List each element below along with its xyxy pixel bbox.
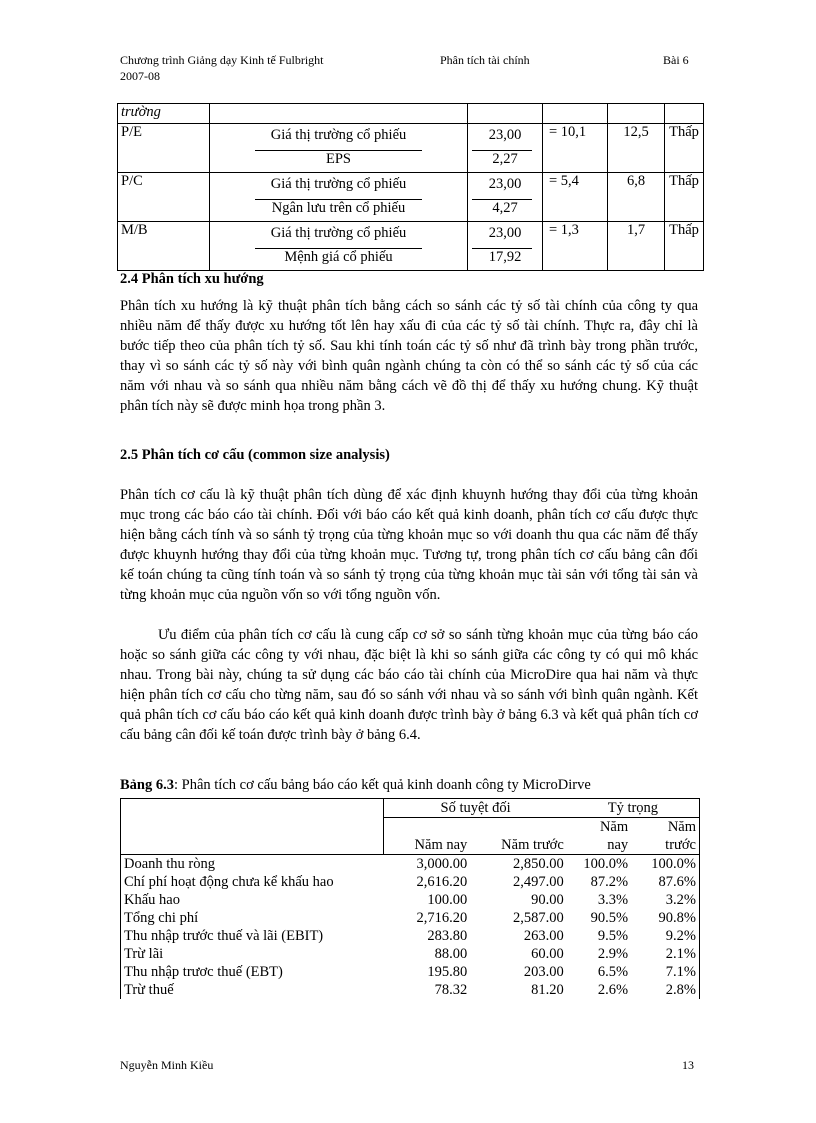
row-ratio-last: 9.2% <box>631 927 699 945</box>
table-row <box>121 873 700 891</box>
row-label: Trừ thuế <box>121 981 384 999</box>
row-last-year: 60.00 <box>531 946 564 962</box>
ratio-denominator: Ngân lưu trên cổ phiếu <box>271 200 406 216</box>
ratio-name: P/C <box>118 173 210 222</box>
row-this-year: 283.80 <box>427 928 468 944</box>
col-ratio-last-bottom: trước <box>631 836 699 855</box>
row-ratio-this: 6.5% <box>597 964 629 980</box>
row-ratio-last: 87.6% <box>631 873 699 891</box>
table-row <box>121 909 700 927</box>
table-row <box>121 927 700 945</box>
ratio-industry: 1,7 <box>608 222 665 271</box>
row-ratio-last: 3.2% <box>631 891 699 909</box>
common-size-table <box>120 798 700 999</box>
ratio-result: = 1,3 <box>543 222 608 271</box>
section-heading: 2.5 Phân tích cơ cấu (common size analysis) <box>120 447 390 463</box>
ratio-numerator: Giá thị trường cổ phiếu <box>270 225 407 241</box>
table-row <box>121 891 700 909</box>
ratio-den-value: 2,27 <box>492 151 518 167</box>
row-ratio-last: 90.8% <box>631 909 699 927</box>
table-row <box>121 963 700 981</box>
row-ratio-this: 100.0% <box>583 856 629 872</box>
header-year: 2007-08 <box>120 69 160 83</box>
row-last-year: 2,497.00 <box>513 874 564 890</box>
row-ratio-this: 2.6% <box>597 982 629 998</box>
table-row <box>118 104 704 124</box>
ratio-comparison: Thấp <box>665 124 704 173</box>
paragraph: Ưu điểm của phân tích cơ cấu là cung cấp cơ sở so sánh từng khoản mục của từng báo cáo hoặc so sánh giữa các công ty với nhau, đặc biệt là khi so sánh giữa các công ty có qui mô khác nhau. Trong bài này, chúng ta sử dụng các báo cáo tài chính của MicroDire qua hai năm và thực hiện phân tích cơ cấu cho từng năm, sau đó so sánh với nhau và so sánh với bình quân ngành. Kết quả phân tích cơ cấu báo cáo kết quả kinh doanh được trình bày ở bảng 6.3 và kết quả phân tích cơ cấu bảng cân đối kế toán được trình bày ở bảng 6.4. <box>120 627 698 743</box>
row-this-year: 88.00 <box>434 946 468 962</box>
table-caption-label: Bảng 6.3 <box>120 777 174 793</box>
header-lesson: Bài 6 <box>663 53 689 67</box>
col-last-year: Năm trước <box>470 836 567 855</box>
row-this-year: 2,716.20 <box>416 910 468 926</box>
table-row <box>121 981 700 999</box>
footer-author: Nguyễn Minh Kiều <box>120 1058 214 1072</box>
ratio-first-row-label: trường <box>118 104 210 124</box>
row-last-year: 263.00 <box>523 928 564 944</box>
ratio-name: P/E <box>118 124 210 173</box>
row-ratio-this: 2.9% <box>597 946 629 962</box>
ratio-num-value: 23,00 <box>488 176 522 192</box>
row-ratio-this: 9.5% <box>597 928 629 944</box>
table-row <box>118 124 704 173</box>
row-ratio-last: 7.1% <box>631 963 699 981</box>
col-ratio-this-bottom: nay <box>567 836 631 855</box>
row-label: Trừ lãi <box>121 945 384 963</box>
paragraph: Phân tích xu hướng là kỹ thuật phân tích bằng cách so sánh các tỷ số tài chính của công ty qua nhiều năm để thấy được xu hướng tốt lên hay xấu đi của các tỷ số tài chính. Thực ra, đây chỉ là bước tiếp theo của phân tích tỷ số. Sau khi tính toán các tỷ số như đã trình bày trong phần trước, thay vì so sánh các tỷ số này với bình quân ngành chúng ta còn có thể so sánh các tỷ số của các năm với nhau và so sánh qua nhiều năm bằng cách vẽ đồ thị để thấy xu hướng chung. Kỹ thuật phân tích này sẽ được minh họa trong phần 3. <box>120 298 698 414</box>
col-ratio-last-top: Năm <box>631 818 699 837</box>
table-row <box>118 222 704 271</box>
table-caption <box>120 777 591 794</box>
table-row <box>121 945 700 963</box>
row-last-year: 90.00 <box>531 892 564 908</box>
ratio-result: = 10,1 <box>543 124 608 173</box>
ratio-industry: 12,5 <box>608 124 665 173</box>
header-program: Chương trình Giảng dạy Kinh tế Fulbright <box>120 53 324 67</box>
ratio-num-value: 23,00 <box>488 127 522 143</box>
ratio-result: = 5,4 <box>543 173 608 222</box>
row-this-year: 78.32 <box>434 982 468 998</box>
row-ratio-last: 2.8% <box>631 981 699 999</box>
group-ratio-header: Tỷ trọng <box>567 799 700 818</box>
section-heading: 2.4 Phân tích xu hướng <box>120 271 264 287</box>
ratio-comparison: Thấp <box>665 173 704 222</box>
ratio-den-value: 4,27 <box>492 200 518 216</box>
ratio-table <box>117 103 704 271</box>
col-ratio-this-top: Năm <box>599 819 629 835</box>
row-label: Thu nhập trươc thuế (EBT) <box>121 963 384 981</box>
page-number: 13 <box>682 1058 694 1072</box>
paragraph: Phân tích cơ cấu là kỹ thuật phân tích dùng để xác định khuynh hướng thay đổi của từng khoản mục trong các báo cáo tài chính. Đối với báo cáo kết quả kinh doanh, phân tích cơ cấu được thực hiện bằng cách tính và so sánh tỷ trọng của từng khoản mục so với doanh thu qua các năm để thấy được khuynh hướng thay đổi của từng khoản mục. Tương tự, trong phân tích cơ cấu bảng cân đối kế toán chúng ta cũng tính toán và so sánh tỷ trọng của từng khoản mục tài sản với tổng tài sản và từng khoản mục của nguồn vốn so với tổng nguồn vốn. <box>120 487 698 603</box>
row-last-year: 2,850.00 <box>513 856 564 872</box>
row-ratio-last: 100.0% <box>631 855 699 874</box>
row-last-year: 81.20 <box>531 982 564 998</box>
row-ratio-this: 87.2% <box>590 874 629 890</box>
ratio-denominator: EPS <box>326 151 351 167</box>
row-this-year: 2,616.20 <box>416 874 468 890</box>
ratio-industry: 6,8 <box>608 173 665 222</box>
row-label: Tổng chi phí <box>121 909 384 927</box>
col-this-year: Năm nay <box>384 836 470 855</box>
group-absolute-header: Số tuyệt đối <box>384 799 567 818</box>
row-this-year: 195.80 <box>427 964 468 980</box>
row-last-year: 2,587.00 <box>513 910 564 926</box>
ratio-num-value: 23,00 <box>488 225 522 241</box>
row-label: Khấu hao <box>121 891 384 909</box>
ratio-name: M/B <box>118 222 210 271</box>
row-ratio-this: 90.5% <box>590 910 629 926</box>
table-row <box>121 855 700 874</box>
row-label: Doanh thu ròng <box>121 855 384 874</box>
ratio-numerator: Giá thị trường cổ phiếu <box>270 176 407 192</box>
row-ratio-last: 2.1% <box>631 945 699 963</box>
table-caption-text: : Phân tích cơ cấu bảng báo cáo kết quả kinh doanh công ty MicroDirve <box>174 777 591 793</box>
row-last-year: 203.00 <box>523 964 564 980</box>
ratio-comparison: Thấp <box>665 222 704 271</box>
row-label: Thu nhập trước thuế và lãi (EBIT) <box>121 927 384 945</box>
table-row <box>118 173 704 222</box>
row-label: Chí phí hoạt động chưa kể khấu hao <box>121 873 384 891</box>
ratio-numerator: Giá thị trường cổ phiếu <box>270 127 407 143</box>
row-this-year: 100.00 <box>427 892 468 908</box>
row-this-year: 3,000.00 <box>416 856 468 872</box>
ratio-denominator: Mệnh giá cổ phiếu <box>284 249 393 265</box>
row-ratio-this: 3.3% <box>597 892 629 908</box>
ratio-den-value: 17,92 <box>488 249 522 265</box>
header-subject: Phân tích tài chính <box>440 53 530 67</box>
